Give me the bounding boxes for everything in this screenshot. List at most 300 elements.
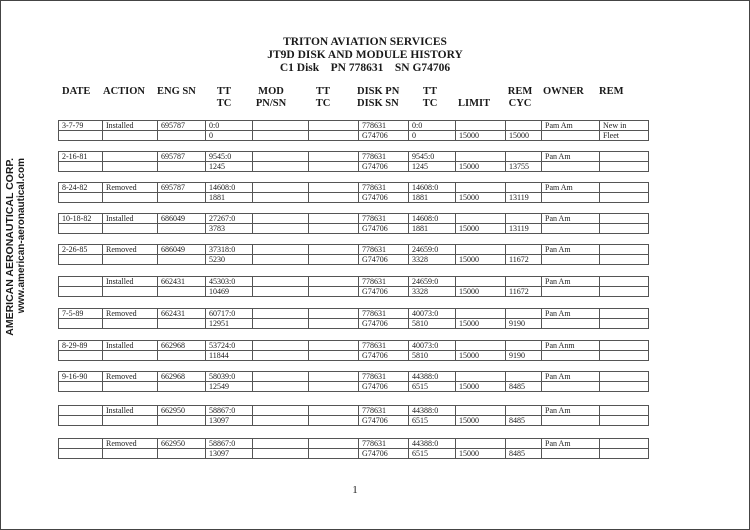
- table-row: [59, 382, 649, 392]
- record-action: Removed: [103, 309, 158, 319]
- record-blank: [542, 416, 600, 426]
- record-eng-sn: 662968: [158, 341, 206, 351]
- record-blank: [309, 351, 359, 361]
- record-owner: Pan Am: [542, 245, 600, 255]
- record-blank: [542, 162, 600, 172]
- table-row: [59, 121, 649, 131]
- record-disk-tt: 9545:0: [409, 152, 456, 162]
- record-disk-tt: 14608:0: [409, 183, 456, 193]
- title-subject: JT9D DISK AND MODULE HISTORY: [267, 49, 463, 61]
- record-owner: Pan Am: [542, 309, 600, 319]
- record-blank: [309, 193, 359, 203]
- record-limit: 15000: [456, 416, 506, 426]
- record-disk-sn: G74706: [359, 351, 409, 361]
- record-eng-tc: 13097: [206, 416, 253, 426]
- record-eng-sn: 686049: [158, 214, 206, 224]
- table-row: [59, 162, 649, 172]
- table-row: [59, 277, 649, 287]
- record-limit: 15000: [456, 255, 506, 265]
- record-mod: [253, 372, 309, 382]
- record-remark: [600, 382, 649, 392]
- record-mod: [253, 341, 309, 351]
- record-eng-tt: 0:0: [206, 121, 253, 131]
- record-eng-sn: 662950: [158, 439, 206, 449]
- record-disk-tc: 3328: [409, 287, 456, 297]
- record-table: [58, 340, 649, 361]
- record-disk-tc: 5810: [409, 319, 456, 329]
- record-disk-sn: G74706: [359, 449, 409, 459]
- record-blank: [542, 287, 600, 297]
- record-disk-tt: 24659:0: [409, 277, 456, 287]
- record-remark: [600, 193, 649, 203]
- record-blank: [309, 416, 359, 426]
- record-blank: [309, 372, 359, 382]
- record-action: Removed: [103, 183, 158, 193]
- header-owner: OWNER: [543, 86, 584, 97]
- record-blank: [456, 341, 506, 351]
- record-blank: [309, 245, 359, 255]
- record-owner: Pan Am: [542, 277, 600, 287]
- record-disk-pn: 778631: [359, 214, 409, 224]
- record-disk-tt: 44388:0: [409, 372, 456, 382]
- record-table: [58, 182, 649, 203]
- record-blank: [506, 309, 542, 319]
- record-table: [58, 244, 649, 265]
- record-blank: [309, 183, 359, 193]
- record-disk-tc: 5810: [409, 351, 456, 361]
- record-blank: [309, 214, 359, 224]
- record-remark: [600, 287, 649, 297]
- record-mod-tc: [253, 382, 309, 392]
- record-disk-tc: 6515: [409, 449, 456, 459]
- title-part: C1 Disk PN 778631 SN G74706: [279, 62, 451, 74]
- table-row: [59, 406, 649, 416]
- record-blank: [309, 224, 359, 234]
- record-eng-tc: 5230: [206, 255, 253, 265]
- record-blank: [309, 255, 359, 265]
- record-mod: [253, 183, 309, 193]
- record-remark: [600, 277, 649, 287]
- header-tc-3: TC: [422, 98, 438, 109]
- record-disk-tc: 1881: [409, 224, 456, 234]
- record-blank: [506, 152, 542, 162]
- record-disk-tc: 6515: [409, 382, 456, 392]
- record-blank: [309, 382, 359, 392]
- record-mod: [253, 439, 309, 449]
- record-limit: 15000: [456, 351, 506, 361]
- record-eng-tt: 45303:0: [206, 277, 253, 287]
- record-remark: [600, 351, 649, 361]
- record-blank: [506, 372, 542, 382]
- record-disk-pn: 778631: [359, 183, 409, 193]
- table-row: [59, 255, 649, 265]
- record-owner: Pan Am: [542, 372, 600, 382]
- table-row: [59, 245, 649, 255]
- record-owner: Pan Anm: [542, 341, 600, 351]
- record-limit: 15000: [456, 193, 506, 203]
- record-disk-pn: 778631: [359, 372, 409, 382]
- record-blank: [309, 152, 359, 162]
- record-disk-tt: 0:0: [409, 121, 456, 131]
- record-eng-tt: 9545:0: [206, 152, 253, 162]
- record-disk-sn: G74706: [359, 193, 409, 203]
- record-mod-tc: [253, 416, 309, 426]
- record-remark: [600, 449, 649, 459]
- record-remark: [600, 372, 649, 382]
- record-owner: Pan Am: [542, 439, 600, 449]
- record-action: Removed: [103, 372, 158, 382]
- record-rem-cyc: 8485: [506, 416, 542, 426]
- record-limit: 15000: [456, 449, 506, 459]
- table-row: [59, 131, 649, 141]
- record-eng-sn: 662431: [158, 277, 206, 287]
- record-mod: [253, 245, 309, 255]
- record-blank: [103, 416, 158, 426]
- record-remark: [600, 319, 649, 329]
- record-blank: [542, 131, 600, 141]
- record-eng-tt: 58867:0: [206, 406, 253, 416]
- record-blank: [158, 193, 206, 203]
- record-blank: [309, 121, 359, 131]
- record-eng-sn: 686049: [158, 245, 206, 255]
- record-date: 8-29-89: [59, 341, 103, 351]
- record-action: Installed: [103, 341, 158, 351]
- record-blank: [103, 319, 158, 329]
- record-eng-sn: 662950: [158, 406, 206, 416]
- record-blank: [103, 351, 158, 361]
- record-owner: Pan Am: [542, 214, 600, 224]
- record-disk-pn: 778631: [359, 439, 409, 449]
- record-blank: [456, 372, 506, 382]
- record-mod-tc: [253, 351, 309, 361]
- record-blank: [103, 162, 158, 172]
- record-blank: [158, 382, 206, 392]
- record-disk-pn: 778631: [359, 309, 409, 319]
- header-disk-sn: DISK SN: [357, 98, 399, 109]
- record-eng-tt: 27267:0: [206, 214, 253, 224]
- header-tt-tc-2: [313, 86, 333, 110]
- record-mod-tc: [253, 319, 309, 329]
- record-rem-cyc: 13119: [506, 224, 542, 234]
- table-row: [59, 351, 649, 361]
- record-eng-sn: 662968: [158, 372, 206, 382]
- record-blank: [103, 255, 158, 265]
- record-blank: [506, 183, 542, 193]
- record-eng-tc: 11844: [206, 351, 253, 361]
- watermark-company-text: AMERICAN AERONAUTICAL CORP.: [4, 158, 16, 336]
- record-blank: [506, 406, 542, 416]
- header-mod: [251, 86, 291, 110]
- record-owner: Pam Am: [542, 183, 600, 193]
- record-blank: [542, 319, 600, 329]
- record-action: Installed: [103, 277, 158, 287]
- record-blank: [103, 131, 158, 141]
- record-disk-pn: 778631: [359, 406, 409, 416]
- record-blank: [456, 439, 506, 449]
- record-disk-sn: G74706: [359, 224, 409, 234]
- record-blank: [309, 162, 359, 172]
- record-disk-sn: G74706: [359, 131, 409, 141]
- record-rem-cyc: 15000: [506, 131, 542, 141]
- record-table: [58, 276, 649, 297]
- record-eng-tt: 58039:0: [206, 372, 253, 382]
- record-eng-tc: 3783: [206, 224, 253, 234]
- record-table: [58, 308, 649, 329]
- record-blank: [59, 287, 103, 297]
- record-rem-cyc: 8485: [506, 449, 542, 459]
- record-blank: [309, 131, 359, 141]
- record-blank: [59, 255, 103, 265]
- record-disk-pn: 778631: [359, 341, 409, 351]
- header-rem-cyc: [506, 86, 534, 110]
- record-blank: [456, 121, 506, 131]
- record-blank: [59, 224, 103, 234]
- record-disk-tc: 1881: [409, 193, 456, 203]
- record-disk-tc: 6515: [409, 416, 456, 426]
- header-tc-1: TC: [216, 98, 232, 109]
- record-table: [58, 438, 649, 459]
- table-row: [59, 193, 649, 203]
- record-remark: [600, 406, 649, 416]
- record-blank: [158, 224, 206, 234]
- record-date: 9-16-90: [59, 372, 103, 382]
- record-eng-tc: 12951: [206, 319, 253, 329]
- record-disk-sn: G74706: [359, 162, 409, 172]
- record-remark: [600, 183, 649, 193]
- record-remark: New in: [600, 121, 649, 131]
- record-blank: [158, 319, 206, 329]
- record-mod: [253, 406, 309, 416]
- record-blank: [542, 351, 600, 361]
- record-blank: [506, 341, 542, 351]
- record-limit: 15000: [456, 382, 506, 392]
- record-limit: 15000: [456, 319, 506, 329]
- record-blank: [542, 193, 600, 203]
- record-date: 2-26-85: [59, 245, 103, 255]
- record-mod: [253, 152, 309, 162]
- record-eng-tt: 14608:0: [206, 183, 253, 193]
- record-eng-sn: 695787: [158, 121, 206, 131]
- record-limit: 15000: [456, 162, 506, 172]
- table-row: [59, 319, 649, 329]
- record-blank: [542, 224, 600, 234]
- record-blank: [542, 255, 600, 265]
- record-blank: [59, 319, 103, 329]
- record-disk-tt: 40073:0: [409, 341, 456, 351]
- header-cyc: CYC: [508, 98, 532, 109]
- header-tt-2: TT: [315, 86, 330, 97]
- record-blank: [158, 131, 206, 141]
- record-mod-tc: [253, 131, 309, 141]
- record-date: 2-16-81: [59, 152, 103, 162]
- record-rem-cyc: 13119: [506, 193, 542, 203]
- record-blank: [158, 416, 206, 426]
- record-eng-tc: 0: [206, 131, 253, 141]
- header-rem-2: REM: [599, 86, 624, 97]
- record-blank: [456, 277, 506, 287]
- record-blank: [506, 121, 542, 131]
- record-blank: [309, 439, 359, 449]
- header-tt-3: TT: [422, 86, 437, 97]
- header-tt-tc-1: [214, 86, 234, 110]
- record-eng-sn: 695787: [158, 152, 206, 162]
- record-rem-cyc: 8485: [506, 382, 542, 392]
- record-mod-tc: [253, 162, 309, 172]
- record-disk-tc: 1245: [409, 162, 456, 172]
- record-eng-tc: 13097: [206, 449, 253, 459]
- record-blank: [456, 152, 506, 162]
- record-disk-tt: 44388:0: [409, 439, 456, 449]
- record-remark: [600, 255, 649, 265]
- record-date: 3-7-79: [59, 121, 103, 131]
- record-mod-tc: [253, 449, 309, 459]
- record-blank: [103, 224, 158, 234]
- table-row: [59, 439, 649, 449]
- record-disk-pn: 778631: [359, 277, 409, 287]
- record-eng-tc: 1881: [206, 193, 253, 203]
- record-blank: [103, 449, 158, 459]
- header-tc-2: TC: [315, 98, 331, 109]
- record-blank: [456, 309, 506, 319]
- record-action: Removed: [103, 439, 158, 449]
- header-disk-pn: DISK PN: [357, 86, 400, 97]
- record-disk-tc: 0: [409, 131, 456, 141]
- header-disk: [357, 86, 399, 110]
- record-owner: Pan Am: [542, 152, 600, 162]
- record-date: [59, 406, 103, 416]
- record-limit: 15000: [456, 131, 506, 141]
- record-blank: [103, 287, 158, 297]
- record-blank: [506, 277, 542, 287]
- record-blank: [506, 245, 542, 255]
- record-remark: [600, 416, 649, 426]
- record-eng-tt: 37318:0: [206, 245, 253, 255]
- record-action: Installed: [103, 214, 158, 224]
- record-disk-sn: G74706: [359, 287, 409, 297]
- record-table: [58, 405, 649, 426]
- record-table: [58, 120, 649, 141]
- record-blank: [456, 183, 506, 193]
- record-mod: [253, 309, 309, 319]
- watermark-url-text: www.american-aeronautical.com: [16, 158, 27, 314]
- record-remark: [600, 162, 649, 172]
- record-remark: [600, 152, 649, 162]
- record-blank: [103, 382, 158, 392]
- record-disk-sn: G74706: [359, 382, 409, 392]
- record-eng-tc: 12549: [206, 382, 253, 392]
- header-tt-1: TT: [216, 86, 231, 97]
- record-remark: [600, 341, 649, 351]
- record-table: [58, 213, 649, 234]
- record-rem-cyc: 11672: [506, 287, 542, 297]
- table-row: [59, 287, 649, 297]
- record-disk-pn: 778631: [359, 245, 409, 255]
- record-disk-pn: 778631: [359, 121, 409, 131]
- table-row: [59, 214, 649, 224]
- watermark-url-wrap: [16, 158, 30, 318]
- table-row: [59, 183, 649, 193]
- table-row: [59, 152, 649, 162]
- record-rem-cyc: 9190: [506, 319, 542, 329]
- record-blank: [158, 255, 206, 265]
- record-mod-tc: [253, 224, 309, 234]
- page-number: 1: [352, 484, 358, 496]
- record-blank: [158, 351, 206, 361]
- header-action: ACTION: [103, 86, 146, 97]
- title-company: TRITON AVIATION SERVICES: [283, 36, 447, 48]
- record-blank: [59, 162, 103, 172]
- record-blank: [506, 214, 542, 224]
- record-disk-pn: 778631: [359, 152, 409, 162]
- record-blank: [309, 341, 359, 351]
- record-blank: [103, 193, 158, 203]
- record-blank: [309, 319, 359, 329]
- record-owner: Pan Am: [542, 406, 600, 416]
- record-eng-sn: 662431: [158, 309, 206, 319]
- record-date: [59, 439, 103, 449]
- record-blank: [309, 277, 359, 287]
- record-date: 8-24-82: [59, 183, 103, 193]
- record-disk-tt: 14608:0: [409, 214, 456, 224]
- record-action: Removed: [103, 245, 158, 255]
- record-table: [58, 151, 649, 172]
- table-row: [59, 372, 649, 382]
- record-eng-tc: 1245: [206, 162, 253, 172]
- record-mod-tc: [253, 287, 309, 297]
- record-blank: [456, 406, 506, 416]
- record-remark: Fleet: [600, 131, 649, 141]
- record-remark: [600, 245, 649, 255]
- record-disk-tt: 44388:0: [409, 406, 456, 416]
- record-eng-tc: 10469: [206, 287, 253, 297]
- record-blank: [542, 382, 600, 392]
- table-row: [59, 224, 649, 234]
- record-blank: [309, 309, 359, 319]
- record-mod-tc: [253, 255, 309, 265]
- record-blank: [506, 439, 542, 449]
- table-row: [59, 416, 649, 426]
- header-date: DATE: [62, 86, 91, 97]
- table-row: [59, 449, 649, 459]
- header-eng-sn: ENG SN: [157, 86, 196, 97]
- record-rem-cyc: 11672: [506, 255, 542, 265]
- record-date: [59, 277, 103, 287]
- table-row: [59, 341, 649, 351]
- record-remark: [600, 439, 649, 449]
- record-rem-cyc: 9190: [506, 351, 542, 361]
- record-blank: [158, 162, 206, 172]
- record-action: Installed: [103, 121, 158, 131]
- record-blank: [158, 287, 206, 297]
- record-action: Installed: [103, 406, 158, 416]
- record-limit: 15000: [456, 287, 506, 297]
- record-rem-cyc: 13755: [506, 162, 542, 172]
- record-eng-sn: 695787: [158, 183, 206, 193]
- record-blank: [309, 449, 359, 459]
- record-date: 7-5-89: [59, 309, 103, 319]
- record-remark: [600, 224, 649, 234]
- record-blank: [59, 351, 103, 361]
- record-remark: [600, 214, 649, 224]
- record-disk-tt: 40073:0: [409, 309, 456, 319]
- record-blank: [456, 214, 506, 224]
- header-rem-1: REM: [507, 86, 533, 97]
- record-table: [58, 371, 649, 392]
- record-blank: [309, 406, 359, 416]
- record-blank: [59, 449, 103, 459]
- document-title: [180, 36, 550, 75]
- record-remark: [600, 309, 649, 319]
